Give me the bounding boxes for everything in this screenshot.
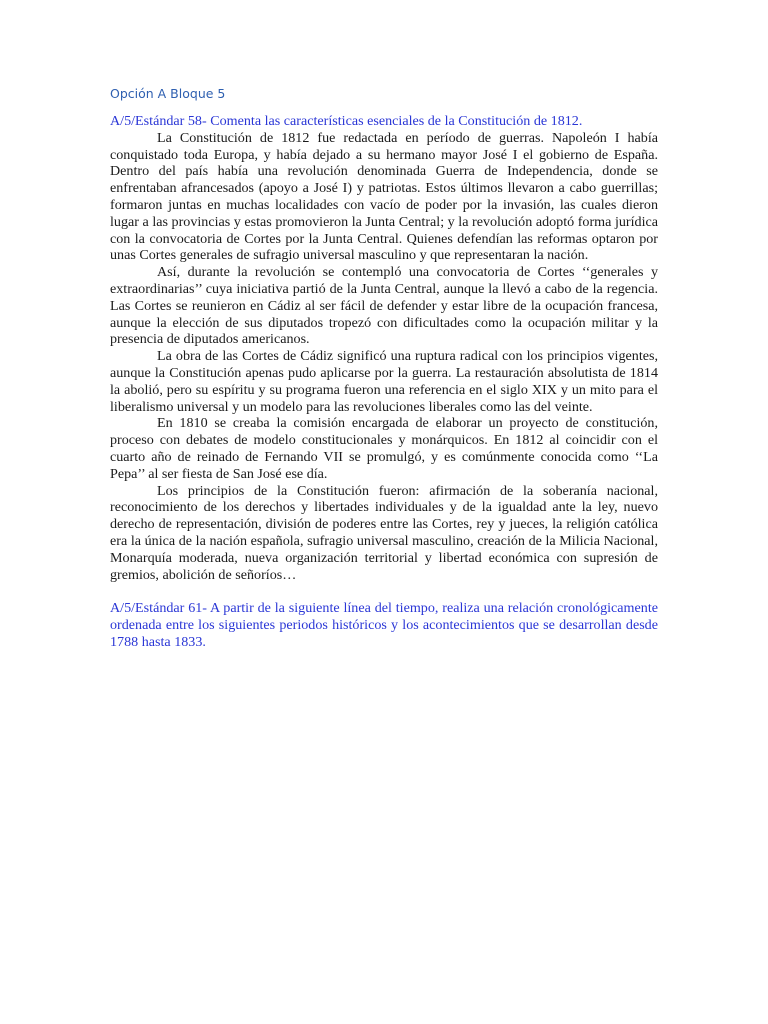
question-1-title: A/5/Estándar 58- Comenta las características esenciales de la Constitución de 1812. [110, 113, 583, 129]
section-label: Opción A Bloque 5 [110, 86, 226, 101]
paragraph-2: Así, durante la revolución se contempló una convocatoria de Cortes ‘‘generales y extraordinarias’’ cuya iniciativa partió de la Junta Central, aunque la llevó a cabo de la regencia. Las Cortes se reunieron en Cádiz al ser fácil de defender y estar libre de la ocupación francesa, aunque la elección de sus diputados tropezó con dificultades como la ocupación militar y la presencia de diputados americanos. [110, 264, 658, 348]
paragraph-4: En 1810 se creaba la comisión encargada de elaborar un proyecto de constitución, proceso con debates de modelo constitucionales y monárquicos. En 1812 al coincidir con el cuarto año de reinado de Fernando VII se promulgó, y es comúnmente conocida como ‘‘La Pepa’’ al ser fiesta de San José ese día. [110, 415, 658, 482]
section-spacer [110, 583, 658, 600]
paragraph-3: La obra de las Cortes de Cádiz significó una ruptura radical con los principios vigentes, aunque la Constitución apenas pudo aplicarse por la guerra. La restauración absolutista de 1814 la abolió, pero su espíritu y su programa fueron una referencia en el siglo XIX y un mito para el liberalismo universal y un modelo para las revoluciones liberales como las del veinte. [110, 348, 658, 415]
question-2-title: A/5/Estándar 61- A partir de la siguiente línea del tiempo, realiza una relación cronológicamente ordenada entre los siguientes periodos históricos y los acontecimientos que se desarrollan desde 1788 hasta 1833. [110, 600, 658, 650]
document-body [110, 113, 658, 651]
paragraph-1: La Constitución de 1812 fue redactada en período de guerras. Napoleón I había conquistado toda Europa, y había dejado a su hermano mayor José I el gobierno de España. Dentro del país había una revolución denominada Guerra de Independencia, donde se enfrentaban afrancesados (apoyo a José I) y patriotas. Estos últimos llevaron a cabo guerrillas; formaron juntas en muchas localidades con vacío de poder por la invasión, las cuales dieron lugar a las provincias y estas promovieron la Junta Central; y la revolución adoptó forma jurídica con la convocatoria de Cortes por la Junta Central. Quienes defendían las reformas optaron por unas Cortes generales de sufragio universal masculino y que representaran la nación. [110, 129, 658, 264]
paragraph-5: Los principios de la Constitución fueron: afirmación de la soberanía nacional, reconocimiento de los derechos y libertades individuales y de la igualdad ante la ley, nuevo derecho de representación, división de poderes entre las Cortes, rey y jueces, la religión católica era la única de la nación española, sufragio universal masculino, creación de la Milicia Nacional, Monarquía moderada, nueva organización territorial y libertad económica con supresión de gremios, abolición de señoríos… [110, 482, 658, 583]
